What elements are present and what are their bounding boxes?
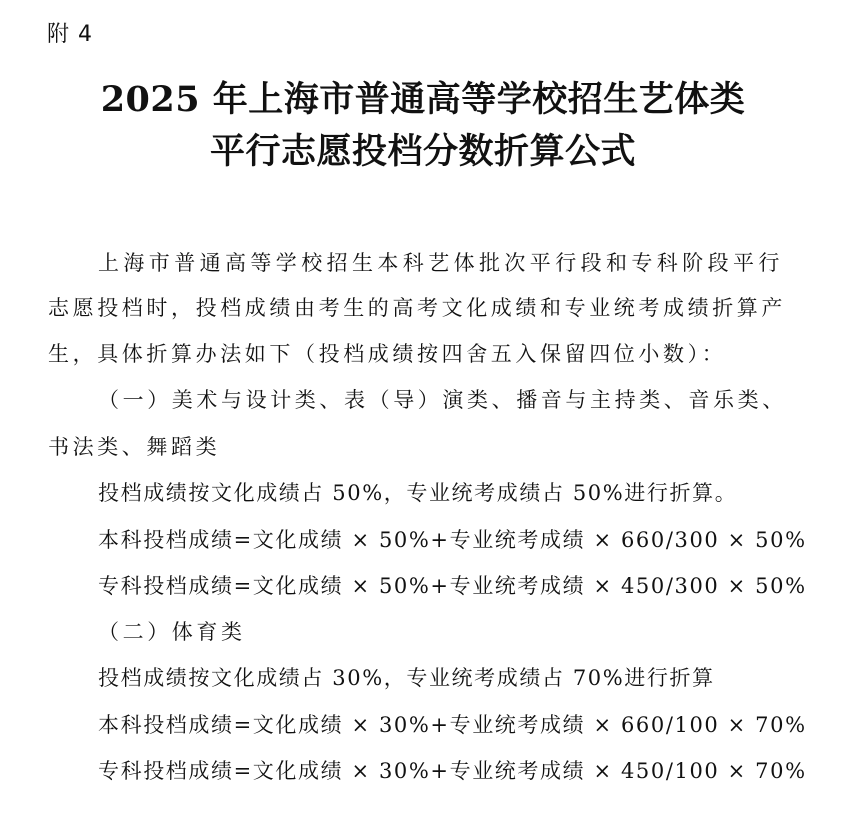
intro-line-2: 志愿投档时，投档成绩由考生的高考文化成绩和专业统考成绩折算产 xyxy=(48,296,786,320)
section1-rule: 投档成绩按文化成绩占 50%，专业统考成绩占 50%进行折算。 xyxy=(98,481,738,505)
section2-formula-college: 专科投档成绩=文化成绩 × 30%+专业统考成绩 × 450/100 × 70% xyxy=(98,759,807,783)
page-title-line-1: 2025 年上海市普通高等学校招生艺体类 xyxy=(100,79,746,120)
section1-formula-undergrad: 本科投档成绩=文化成绩 × 50%+专业统考成绩 × 660/300 × 50% xyxy=(98,528,807,552)
annex-label: 附 4 xyxy=(47,22,93,47)
section1-heading-line-2: 书法类、舞蹈类 xyxy=(48,435,221,459)
page-title-line-2: 平行志愿投档分数折算公式 xyxy=(209,131,636,172)
section2-formula-undergrad: 本科投档成绩=文化成绩 × 30%+专业统考成绩 × 660/100 × 70% xyxy=(98,713,807,737)
section2-heading: （二）体育类 xyxy=(98,620,246,644)
section2-rule: 投档成绩按文化成绩占 30%，专业统考成绩占 70%进行折算 xyxy=(98,666,715,690)
intro-line-1: 上海市普通高等学校招生本科艺体批次平行段和专科阶段平行 xyxy=(98,251,784,275)
intro-line-3: 生，具体折算办法如下（投档成绩按四舍五入保留四位小数）： xyxy=(48,342,727,366)
section1-heading-line-1: （一）美术与设计类、表（导）演类、播音与主持类、音乐类、 xyxy=(98,388,787,412)
section1-formula-college: 专科投档成绩=文化成绩 × 50%+专业统考成绩 × 450/300 × 50% xyxy=(98,574,807,598)
